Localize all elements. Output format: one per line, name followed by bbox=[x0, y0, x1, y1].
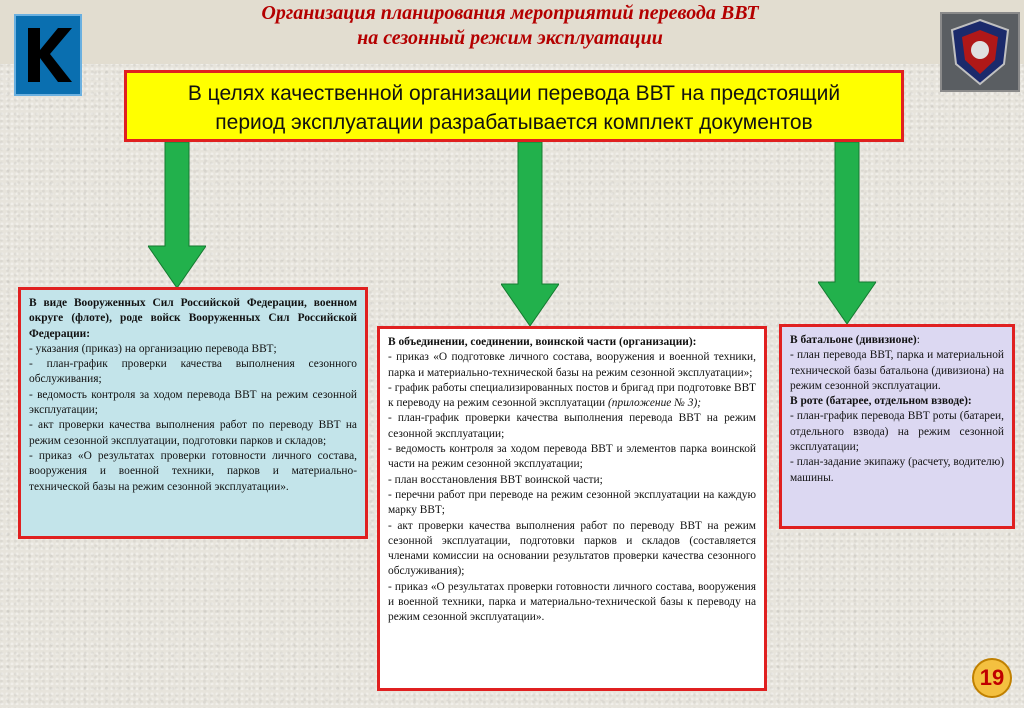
list-item: - план-график проверки качества выполнения сезонного обслуживания; bbox=[29, 358, 357, 386]
list-item: - акт проверки качества выполнения работ по переводу ВВТ на режим сезонной эксплуатации, подготовки парков и складов (составляется членами комиссии на основании результатов проверки качества сезонного обслуживания); bbox=[388, 519, 756, 578]
appendix-note: (приложение № 3); bbox=[608, 397, 702, 410]
list-item: - ведомость контроля за ходом перевода ВВТ на режим сезонной эксплуатации; bbox=[29, 388, 357, 417]
list-item: - приказ «О результатах проверки готовности личного состава, вооружения и военной техники, парка и материально-технической базы к переводу на режим сезонной эксплуатации». bbox=[388, 580, 756, 624]
k-logo-icon bbox=[14, 14, 82, 96]
panel-military-district bbox=[18, 287, 368, 539]
panel-military-unit bbox=[377, 326, 767, 691]
battalion-heading: В батальоне (дивизионе) bbox=[790, 334, 917, 346]
arrow-center-icon bbox=[501, 142, 559, 326]
list-item: - план-график перевода ВВТ роты (батареи, отдельного взвода) на режим сезонной эксплуатации; bbox=[790, 410, 1004, 454]
page-number-badge: 19 bbox=[972, 658, 1012, 698]
list-item: - план восстановления ВВТ воинской части; bbox=[388, 473, 603, 486]
panel-battalion bbox=[779, 324, 1015, 529]
list-item: - ведомость контроля за ходом перевода ВВТ и элементов парка воинской части на режим сезонной эксплуатации; bbox=[388, 443, 756, 471]
list-item: - приказ «О результатах проверки готовности личного состава, вооружения и военной техники, парков и материально-технической базы на режим сезонной эксплуатации». bbox=[29, 449, 357, 493]
page-title-line2: на сезонный режим эксплуатации bbox=[357, 27, 663, 49]
panel-center-heading: В объединении, соединении, воинской части (организации): bbox=[388, 336, 697, 348]
list-item: - план-задание экипажу (расчету, водителю) машины. bbox=[790, 456, 1004, 484]
list-item: - перечни работ при переводе на режим сезонной эксплуатации на каждую марку ВВТ; bbox=[388, 488, 756, 517]
panel-left-heading: В виде Вооруженных Сил Российской Федерации, военном округе (флоте), роде войск Вооруженных Сил Российской Федерации: bbox=[29, 297, 357, 340]
emblem-icon bbox=[940, 12, 1020, 92]
list-item: - план перевода ВВТ, парка и материальной технической базы батальона (дивизиона) на режим сезонной эксплуатации. bbox=[790, 349, 1004, 392]
intro-box bbox=[124, 70, 904, 142]
company-heading: В роте (батарее, отдельном взводе): bbox=[790, 395, 972, 408]
list-item bbox=[388, 381, 756, 412]
arrow-right-icon bbox=[818, 142, 876, 324]
page-title-line1: Организация планирования мероприятий перевода ВВТ bbox=[261, 2, 759, 24]
list-item: - акт проверки качества выполнения работ по переводу ВВТ на режим сезонной эксплуатации, подготовки парков и складов; bbox=[29, 419, 357, 447]
intro-line1: В целях качественной организации перевода ВВТ на предстоящий bbox=[187, 82, 841, 105]
panel-right-heading1 bbox=[790, 333, 1004, 348]
list-item: - план-график проверки качества выполнения перевода ВВТ на режим сезонной эксплуатации; bbox=[388, 412, 756, 440]
heading-colon: : bbox=[916, 334, 920, 346]
list-item: - приказ «О подготовке личного состава, вооружения и военной техники, парка и материально-технической базы на режим сезонной эксплуатации»; bbox=[388, 351, 756, 379]
list-item: - указания (приказ) на организацию перевода ВВТ; bbox=[29, 342, 277, 355]
list-item-text: - график работы специализированных постов и бригад при подготовке ВВТ к переводу на режим сезонной эксплуатации bbox=[388, 381, 756, 410]
arrow-left-icon bbox=[148, 142, 206, 288]
intro-line2: период эксплуатации разрабатывается комплект документов bbox=[215, 111, 813, 134]
